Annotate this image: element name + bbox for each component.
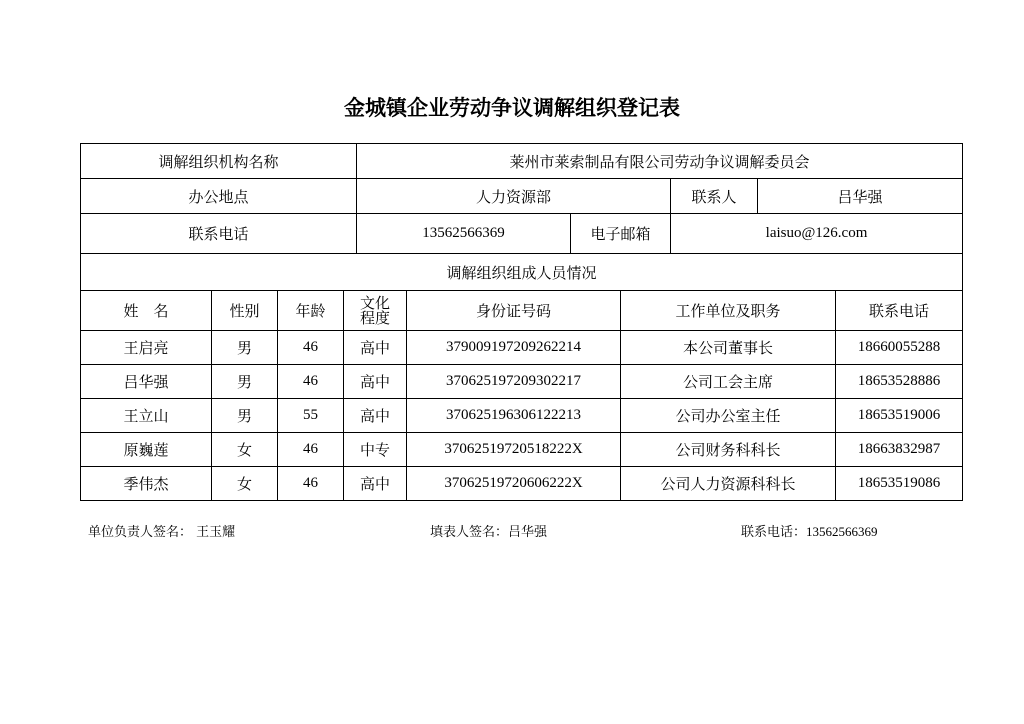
members-header-row <box>81 291 963 331</box>
member-age: 46 <box>278 331 344 365</box>
member-id-number: 370625196306122213 <box>407 399 621 433</box>
member-name: 王启亮 <box>81 331 212 365</box>
footer-contact-phone <box>741 521 878 540</box>
org-name-value: 莱州市莱索制品有限公司劳动争议调解委员会 <box>357 144 963 179</box>
table-row <box>81 365 963 399</box>
header-education <box>344 291 407 331</box>
member-id-number: 37062519720606222X <box>407 467 621 501</box>
footer-contact-phone-value: 13562566369 <box>806 524 878 539</box>
member-education: 高中 <box>344 399 407 433</box>
member-education: 高中 <box>344 467 407 501</box>
header-education-line2: 程度 <box>360 308 391 327</box>
member-gender: 男 <box>212 365 278 399</box>
member-phone: 18653528886 <box>836 365 963 399</box>
office-value: 人力资源部 <box>357 179 671 214</box>
member-age: 46 <box>278 365 344 399</box>
leader-signature <box>88 521 235 540</box>
member-work-position: 本公司董事长 <box>621 331 836 365</box>
member-phone: 18653519086 <box>836 467 963 501</box>
filler-signature-value: 吕华强 <box>508 525 548 540</box>
member-name: 原巍莲 <box>81 433 212 467</box>
member-education: 中专 <box>344 433 407 467</box>
member-gender: 女 <box>212 467 278 501</box>
member-name: 吕华强 <box>81 365 212 399</box>
contact-person-value: 吕华强 <box>758 179 963 214</box>
page-title: 金城镇企业劳动争议调解组织登记表 <box>344 95 680 120</box>
leader-signature-label: 单位负责人签名： <box>88 525 193 540</box>
footer-contact-phone-label: 联系电话： <box>741 525 807 540</box>
member-gender: 男 <box>212 331 278 365</box>
member-work-position: 公司办公室主任 <box>621 399 836 433</box>
member-age: 46 <box>278 433 344 467</box>
header-phone: 联系电话 <box>836 291 963 331</box>
member-work-position: 公司财务科科长 <box>621 433 836 467</box>
member-age: 55 <box>278 399 344 433</box>
table-row <box>81 331 963 365</box>
member-id-number: 370625197209302217 <box>407 365 621 399</box>
filler-signature-label: 填表人签名： <box>430 525 509 540</box>
phone-value: 13562566369 <box>357 214 571 254</box>
members-section-title: 调解组织组成人员情况 <box>81 254 963 291</box>
member-id-number: 379009197209262214 <box>407 331 621 365</box>
member-name: 王立山 <box>81 399 212 433</box>
table-row <box>81 433 963 467</box>
filler-signature <box>430 521 547 540</box>
member-age: 46 <box>278 467 344 501</box>
phone-label: 联系电话 <box>81 214 357 254</box>
registration-table <box>80 143 963 501</box>
header-age: 年龄 <box>278 291 344 331</box>
email-value: laisuo@126.com <box>671 214 963 254</box>
header-education-line1: 文化 <box>360 293 391 312</box>
header-gender: 性别 <box>212 291 278 331</box>
member-phone: 18660055288 <box>836 331 963 365</box>
header-name: 姓 名 <box>81 291 212 331</box>
member-work-position: 公司工会主席 <box>621 365 836 399</box>
member-education: 高中 <box>344 331 407 365</box>
member-phone: 18653519006 <box>836 399 963 433</box>
table-row <box>81 399 963 433</box>
header-id-number: 身份证号码 <box>407 291 621 331</box>
member-phone: 18663832987 <box>836 433 963 467</box>
office-label: 办公地点 <box>81 179 357 214</box>
org-name-label: 调解组织机构名称 <box>81 144 357 179</box>
header-work-position: 工作单位及职务 <box>621 291 836 331</box>
leader-signature-value: 王玉耀 <box>196 525 236 540</box>
member-id-number: 37062519720518222X <box>407 433 621 467</box>
member-gender: 男 <box>212 399 278 433</box>
member-name: 季伟杰 <box>81 467 212 501</box>
email-label: 电子邮箱 <box>571 214 671 254</box>
table-row <box>81 467 963 501</box>
member-gender: 女 <box>212 433 278 467</box>
member-work-position: 公司人力资源科科长 <box>621 467 836 501</box>
member-education: 高中 <box>344 365 407 399</box>
contact-person-label: 联系人 <box>671 179 758 214</box>
